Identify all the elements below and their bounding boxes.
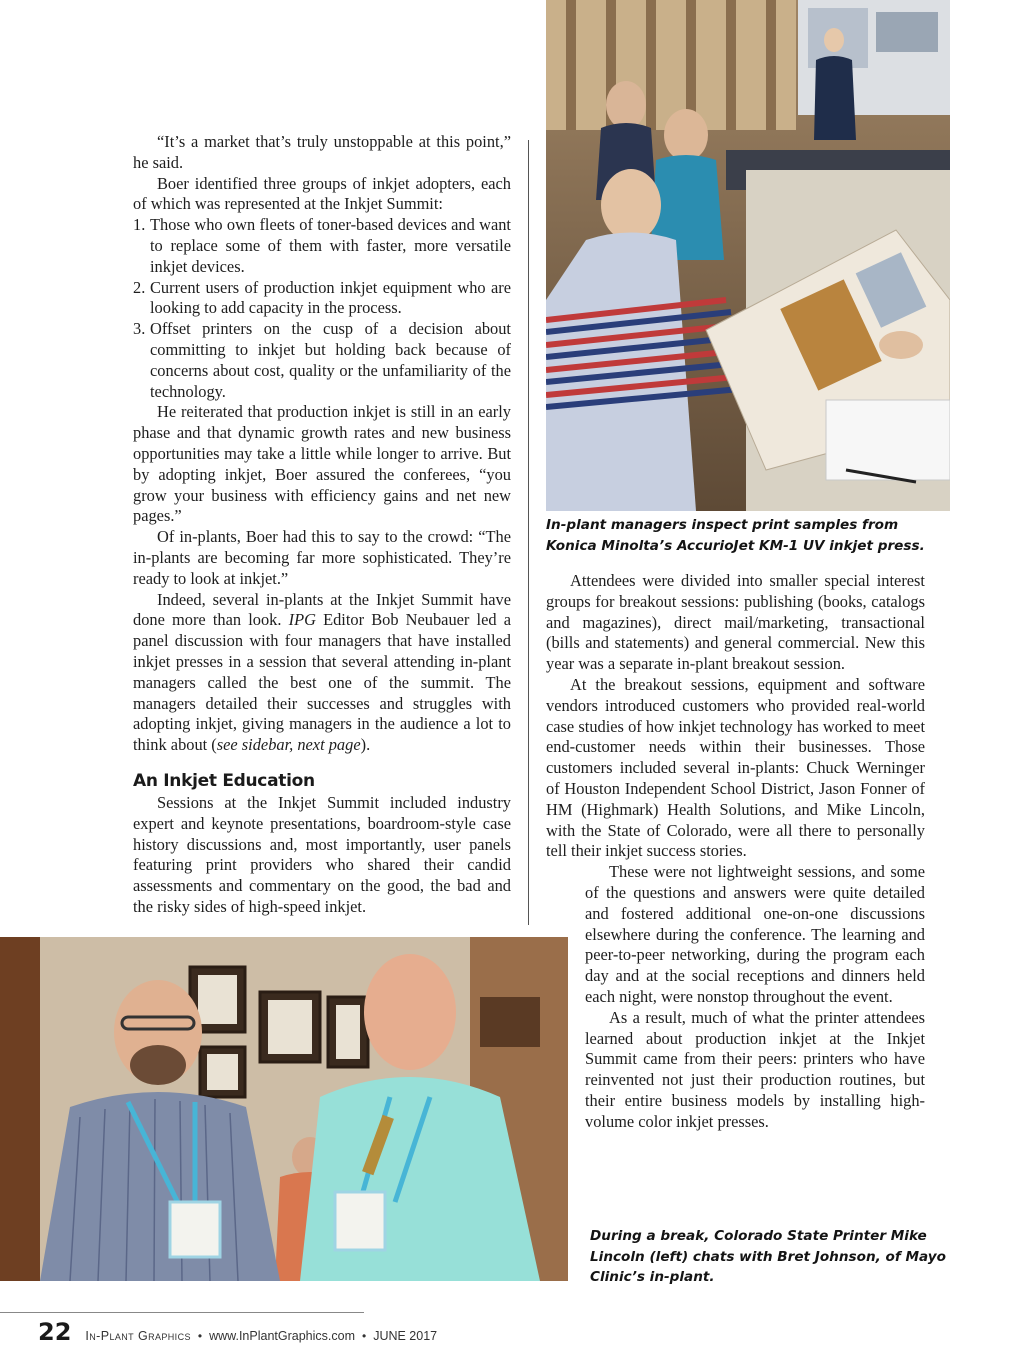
publication-url: www.InPlantGraphics.com: [209, 1329, 355, 1343]
caption-bottom-photo: During a break, Colorado State Printer Mike Lincoln (left) chats with Bret Johnson, of Mayo Clinic’s in-plant.: [590, 1228, 947, 1285]
footer-rule: [0, 1312, 364, 1313]
list-item-text: Offset printers on the cusp of a decision about committing to inkjet but holding back because of concerns about cost, quality or the unfamiliarity of the technology.: [150, 319, 511, 401]
column-divider: [528, 140, 529, 925]
text-run: Indeed, several in-plants at the Inkjet Summit have done more than look.: [133, 589, 511, 630]
list-item-number: 3.: [133, 319, 146, 339]
paragraph-panel-discussion: [133, 590, 511, 756]
footer-separator: •: [361, 1329, 367, 1343]
paragraph-in-plants-quote: Of in-plants, Boer had this to say to the crowd: “The in-plants are becoming far more sophisticated. They’re ready to look at inkjet.”: [133, 527, 511, 588]
text-run: ).: [360, 735, 371, 755]
text-run-italic: IPG: [288, 610, 316, 630]
photo-two-men-illustration: [0, 937, 568, 1281]
paragraph-case-studies: At the breakout sessions, equipment and software vendors introduced customers who provided real-world case studies of how inkjet technology has worked to meet end-customer needs within their businesses. Those customers included several in-plants: Chuck Werninger of Houston Independent School District, Jason Fonner of HM (Highmark) Health Solutions, and Mike Lincoln, with the State of Colorado, were all there to personally tell their inkjet success stories.: [546, 674, 925, 861]
section-heading: An Inkjet Education: [133, 770, 315, 791]
photo-managers-illustration: [546, 0, 950, 511]
publication-name: In-Plant Graphics: [85, 1329, 191, 1343]
caption-top-photo: In-plant managers inspect print samples from Konica Minolta’s AccurioJet KM-1 UV inkjet press.: [546, 517, 925, 554]
photo-managers-inspecting-samples: [546, 0, 950, 511]
paragraph-early-phase: He reiterated that production inkjet is still in an early phase and that dynamic growth rates and new business opportunities may take a little while longer to arrive. But by adopting inkjet, Boer assured the conferees, “you grow your business with efficiency gains and net new pages.”: [133, 402, 511, 526]
photo-lincoln-and-johnson: [0, 937, 568, 1281]
list-item: [133, 278, 511, 320]
page-footer: [38, 1318, 437, 1346]
adopter-groups-list: [133, 215, 511, 402]
paragraph-sessions: Sessions at the Inkjet Summit included industry expert and keynote presentations, boardroom-style case history discussions and, most importantly, user panels featuring print providers who shared their candid assessments and commentary on the good, the bad and the risky sides of high-speed inkjet.: [133, 792, 511, 916]
list-item-text: Current users of production inkjet equipment who are looking to add capacity in the process.: [150, 277, 511, 318]
list-item-number: 2.: [133, 277, 146, 297]
issue-date: JUNE 2017: [373, 1329, 438, 1343]
paragraph-breakout-groups: Attendees were divided into smaller special interest groups for breakout sessions: publishing (books, catalogs and magazines), direct mail/marketing, transactional (bills and statements) and general commercial. New this year was a separate in-plant breakout session.: [546, 571, 925, 674]
list-item-number: 1.: [133, 215, 146, 235]
paragraph-adopter-groups: Boer identified three groups of inkjet adopters, each of which was represented at the Inkjet Summit:: [133, 173, 511, 214]
list-item: [133, 319, 511, 402]
right-article-column: [546, 571, 925, 1133]
sidebar-reference: see sidebar, next page: [216, 735, 361, 755]
paragraph-market-quote: “It’s a market that’s truly unstoppable at this point,” he said.: [133, 132, 511, 172]
left-article-column: [133, 132, 511, 918]
list-item-text: Those who own fleets of toner-based devices and want to replace some of them with faster, more versatile inkjet devices.: [150, 215, 511, 276]
paragraph-sessions-detail: These were not lightweight sessions, and some of the questions and answers were quite detailed and fostered additional one-on-one discussions elsewhere during the conference. The learning and peer-to-peer networking, during the program each day and at the social receptions and dinners held each night, were nonstop throughout the event.: [585, 862, 925, 1006]
list-item: [133, 215, 511, 277]
text-run: Editor Bob Neubauer led a panel discussion with four managers that have installed inkjet presses in a session that several attending in-plant managers called the best one of the summit. The managers detailed their successes and struggles with adopting inkjet, giving managers in the audience a lot to think about (: [133, 610, 511, 755]
page-number: 22: [38, 1318, 72, 1346]
paragraph-peers: As a result, much of what the printer attendees learned about production inkjet at the Inkjet Summit came from their peers: printers who have reinvented not just their production routines, but their entire business models by installing high-volume color inkjet presses.: [585, 1007, 925, 1131]
footer-separator: •: [197, 1329, 203, 1343]
